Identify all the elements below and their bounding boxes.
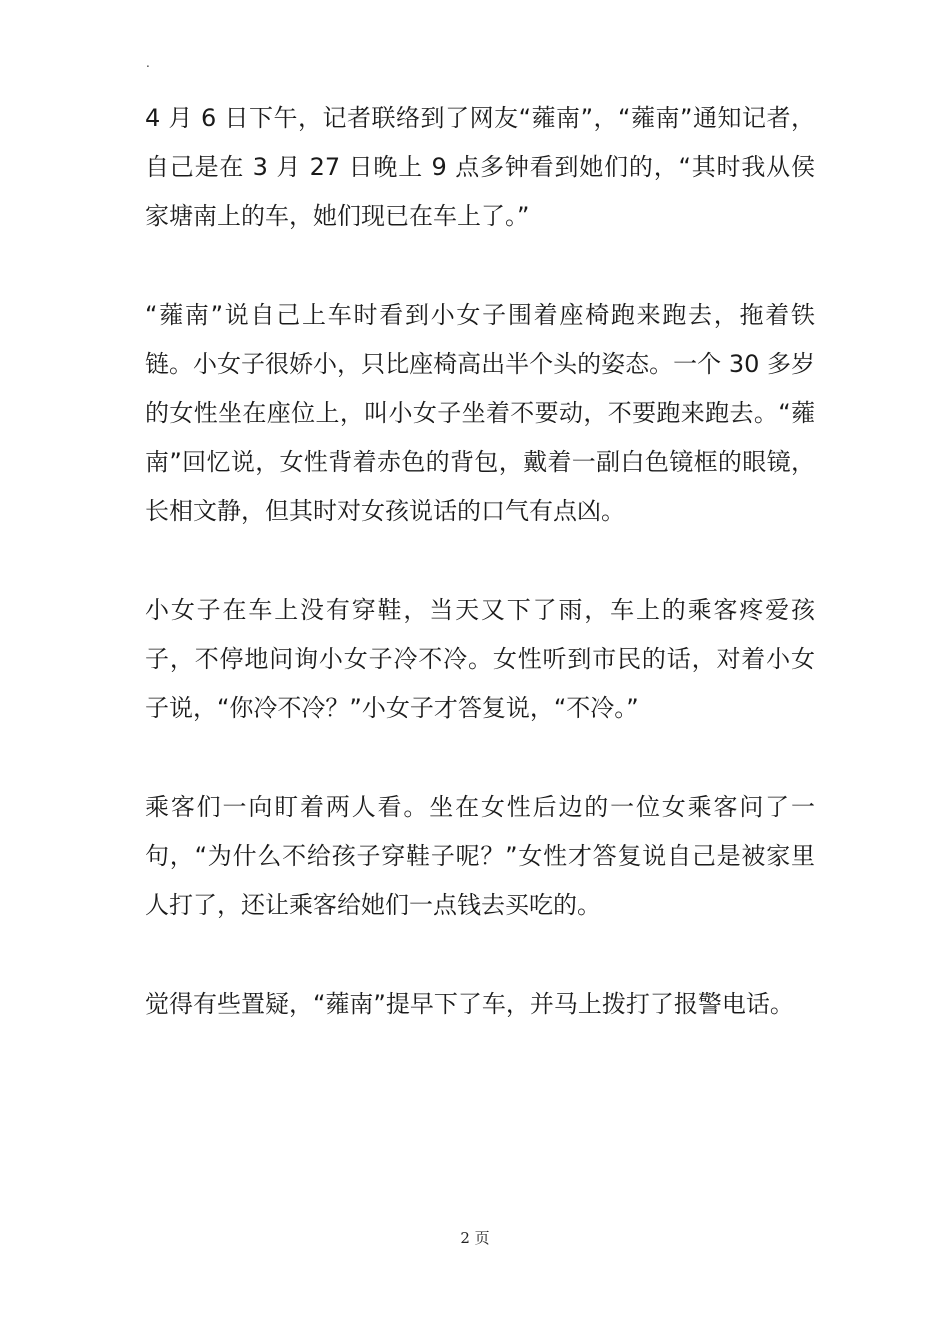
paragraph-5: 觉得有些置疑，“蕹南”提早下了车，并马上拨打了报警电话。 bbox=[145, 990, 794, 1018]
paragraph-4: 乘客们一向盯着两人看。坐在女性后边的一位女乘客问了一句，“为什么不给孩子穿鞋子呢？”女性才答复说自己是被家里人打了，还让乘客给她们一点钱去买吃的。 bbox=[145, 793, 815, 919]
paragraph-3: 小女子在车上没有穿鞋，当天又下了雨，车上的乘客疼爱孩子，不停地问询小女子冷不冷。女性听到市民的话，对着小女子说，“你冷不冷？”小女子才答复说，“不冷。” bbox=[145, 596, 815, 722]
paragraph-1: 4 月 6 日下午，记者联络到了网友“蕹南”，“蕹南”通知记者，自己是在 3 月 27 日晚上 9 点多钟看到她们的，“其时我从侯家塘南上的车，她们现已在车上了。” bbox=[145, 104, 815, 230]
article-body bbox=[145, 94, 815, 1079]
header-mark: . bbox=[146, 56, 150, 70]
page-number: 2 页 bbox=[460, 1229, 490, 1247]
paragraph-2: “蕹南”说自己上车时看到小女子围着座椅跑来跑去，拖着铁链。小女子很娇小，只比座椅高出半个头的姿态。一个 30 多岁的女性坐在座位上，叫小女子坐着不要动，不要跑来跑去。“蕹南”回忆说，女性背着赤色的背包，戴着一副白色镜框的眼镜，长相文静，但其时对女孩说话的口气有点凶。 bbox=[145, 301, 815, 525]
